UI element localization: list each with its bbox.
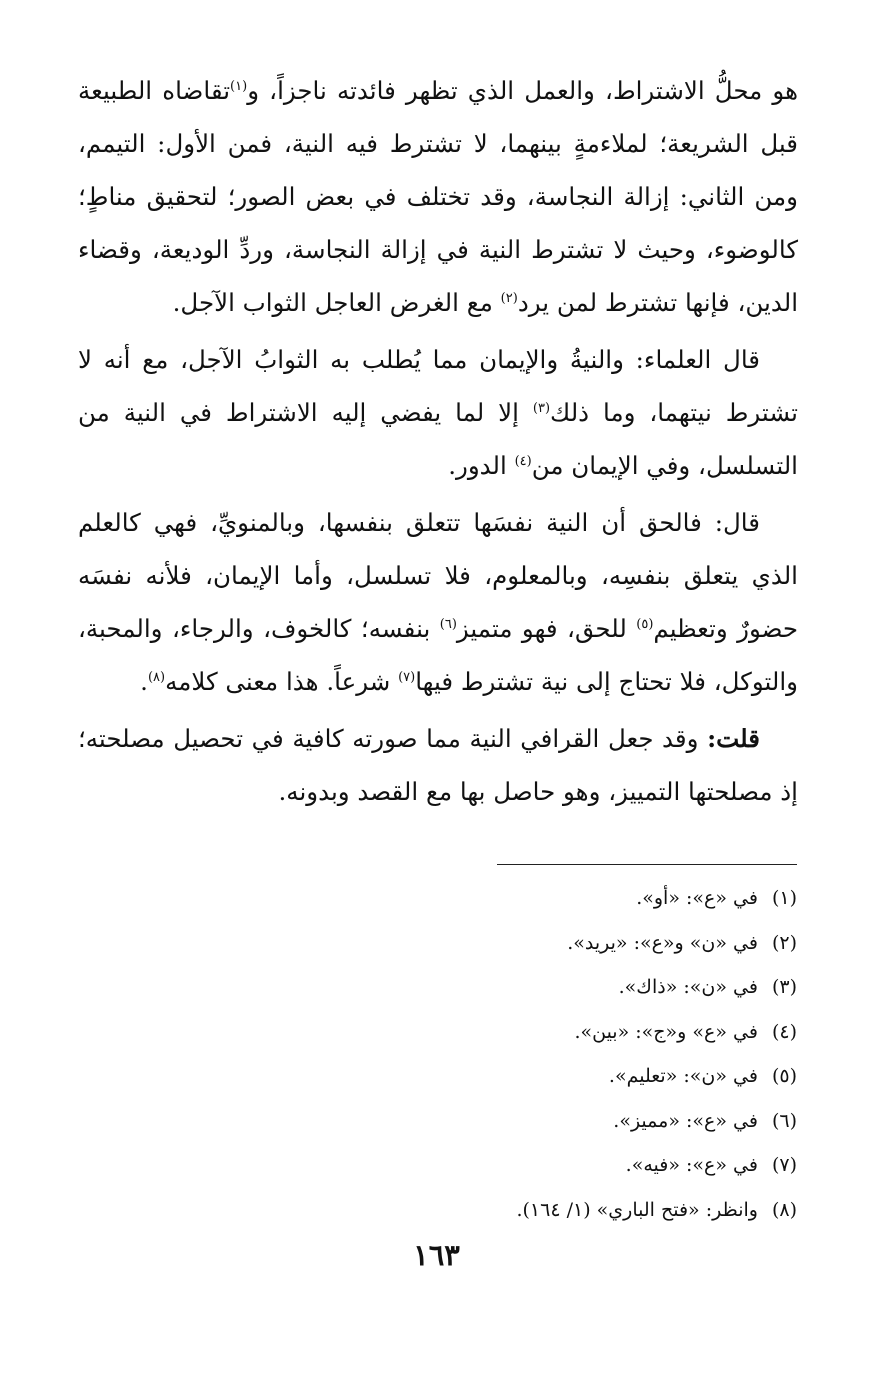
footnote-item (297, 1054, 797, 1099)
footnote-number: (٦) (771, 1109, 797, 1132)
paragraph-3 (78, 496, 798, 708)
footnote-number: (٥) (771, 1065, 797, 1087)
footnote-ref-6[interactable]: (٦) (439, 616, 457, 632)
footnote-ref-8[interactable]: (٨) (147, 669, 166, 685)
footnote-number: (٨) (771, 1198, 797, 1221)
paragraph-1-text-cont: تقاضاه الطبيعة قبل الشريعة؛ لملاءمةٍ بينهما، لا تشترط فيه النية، فمن الأول: التيمم، ومن الثاني: إزالة النجاسة، وقد تختلف في بعض الصور؛ لتحقيق مناطٍ؛ كالوضوء، وحيث لا تشترط النية في إزالة النجاسة، وردِّ الوديعة، وقضاء الدين، فإنها تشترط لمن يرد (78, 76, 798, 317)
paragraph-2-text-cont: إلا لما يفضي إليه الاشتراط في النية من التسلسل، وفي الإيمان من (78, 398, 798, 480)
footnote-item (297, 965, 797, 1010)
footnote-number: (٤) (771, 1020, 797, 1043)
paragraph-3-text-end: . (140, 667, 148, 696)
footnote-number: (١) (771, 887, 797, 909)
footnote-ref-4[interactable]: (٤) (514, 453, 532, 469)
page-number: ١٦٣ (413, 1238, 460, 1272)
footnote-number: (٧) (771, 1154, 797, 1176)
paragraph-3-text: قال: فالحق أن النية نفسَها تتعلق بنفسها، وبالمنويِّ، فهي كالعلم الذي يتعلق بنفسِه، وبالمعلوم، فلا تسلسل، وأما الإيمان، فلأنه نفسَه حضورٌ وتعظيم (78, 508, 798, 643)
paragraph-4-text: وقد جعل القرافي النية مما صورته كافية في تحصيل مصلحته؛ إذ مصلحتها التمييز، وهو حاصل بها مع القصد وبدونه. (78, 724, 798, 806)
paragraph-2-text: قال العلماء: والنيةُ والإيمان مما يُطلب به الثوابُ الآجل، مع أنه لا تشترط نيتهما، وما ذلك (78, 345, 799, 427)
footnote-ref-1[interactable]: (١) (230, 78, 248, 94)
paragraph-2-text-end: الدور. (448, 451, 515, 480)
footnote-item (297, 876, 797, 921)
paragraph-3-text-cont-3: شرعاً. هذا معنى كلامه (165, 667, 399, 696)
footnote-text: في «ع» و«ج»: «بين». (574, 1020, 758, 1043)
footnote-separator (497, 864, 797, 865)
main-text (78, 64, 798, 822)
footnotes (297, 876, 797, 1232)
footnote-text: في «ن» و«ع»: «يريد». (567, 931, 758, 954)
paragraph-3-text-cont-2: بنفسه؛ كالخوف، والرجاء، والمحبة، والتوكل، فلا تحتاج إلى نية تشترط فيها (78, 614, 798, 696)
footnote-ref-3[interactable]: (٣) (532, 400, 551, 416)
paragraph-4 (78, 712, 798, 818)
footnote-item (297, 1010, 797, 1055)
paragraph-1 (78, 64, 798, 329)
footnote-item (297, 1188, 797, 1233)
footnote-item (297, 1143, 797, 1188)
paragraph-3-text-cont: للحق، فهو متميز (456, 614, 637, 643)
paragraph-1-text-end: مع الغرض العاجل الثواب الآجل. (172, 288, 501, 317)
footnote-text: في «ن»: «تعليم». (608, 1065, 758, 1087)
footnote-number: (٢) (771, 931, 797, 954)
footnote-ref-7[interactable]: (٧) (398, 669, 416, 685)
footnote-ref-2[interactable]: (٢) (500, 290, 518, 306)
footnote-item (297, 921, 797, 966)
footnote-text: وانظر: «فتح الباري» (١/ ١٦٤). (516, 1198, 758, 1221)
footnote-text: في «ع»: «مميز». (613, 1109, 758, 1132)
footnote-text: في «ع»: «فيه». (625, 1154, 758, 1176)
footnote-number: (٣) (771, 976, 797, 998)
footnote-text: في «ع»: «أو». (636, 887, 758, 909)
footnote-ref-5[interactable]: (٥) (636, 616, 654, 632)
footnote-text: في «ن»: «ذاك». (618, 976, 758, 998)
paragraph-2 (78, 333, 798, 492)
footnote-item (297, 1099, 797, 1144)
paragraph-1-text: هو محلُّ الاشتراط، والعمل الذي تظهر فائدته ناجزاً، و (247, 76, 798, 105)
paragraph-4-lead: قلت: (707, 724, 760, 753)
